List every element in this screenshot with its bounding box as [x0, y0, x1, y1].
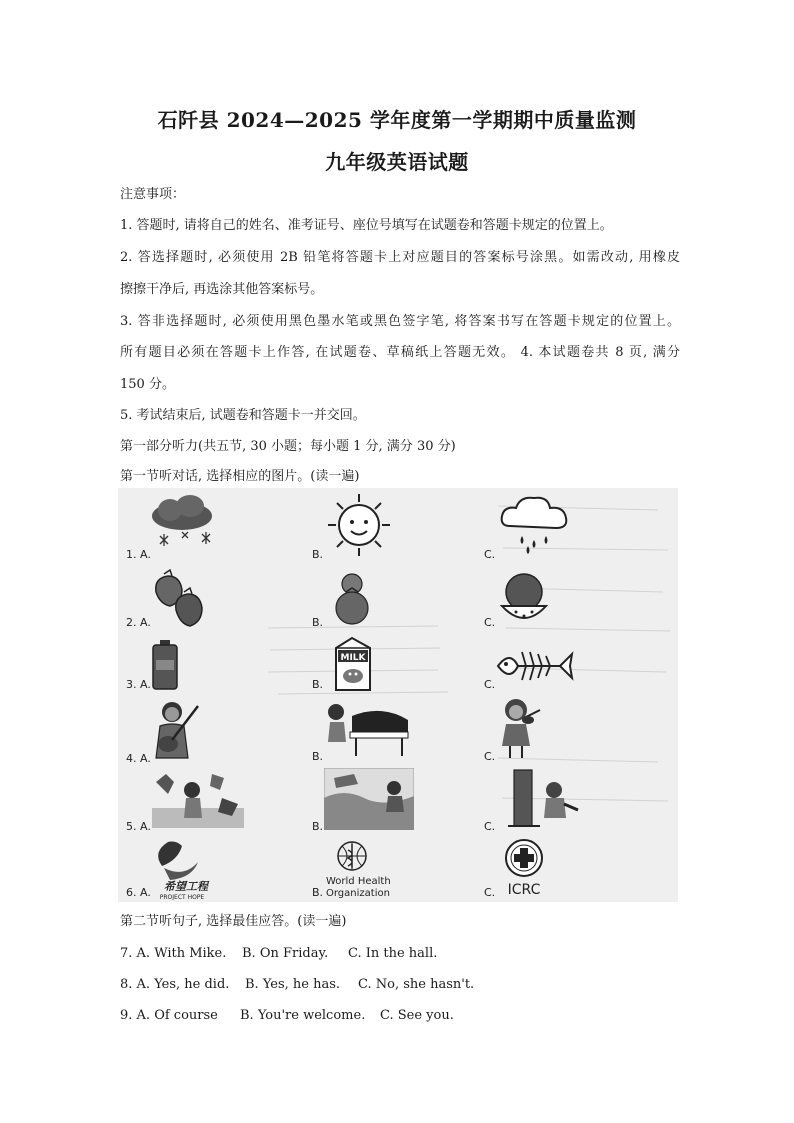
row2-label-c: C.	[484, 616, 496, 629]
battery-icon	[150, 638, 180, 692]
row2-label-b: B.	[312, 616, 324, 629]
row5-label-c: C.	[484, 820, 496, 833]
exam-subtitle: 九年级英语试题	[325, 150, 469, 174]
notice-item-3-cont: 所有题目必须在答题卡上作答, 在试题卷、草稿纸上答题无效。 4. 本试题卷共 8 页, 满分	[120, 345, 680, 360]
who-text-line1: World Health	[326, 876, 391, 887]
milk-carton-icon	[326, 636, 380, 694]
row3-label-c: C.	[484, 678, 496, 691]
question-8	[120, 977, 474, 992]
rain-cloud-icon	[498, 494, 572, 556]
notice-item-5: 5. 考试结束后, 试题卷和答题卡一并交回。	[120, 408, 366, 423]
exam-title: 石阡县 2024—2025 学年度第一学期期中质量监测	[157, 108, 637, 132]
project-hope-logo	[148, 838, 228, 900]
row5-label-b: B.	[312, 820, 324, 833]
notice-item-3: 3. 答非选择题时, 必须使用黑色墨水笔或黑色签字笔, 将答案书写在答题卡规定的位置上。	[120, 314, 680, 329]
snow-cloud-icon	[148, 494, 218, 552]
notice-item-4-cont: 150 分。	[120, 377, 175, 392]
q7-option-a: 7. A. With Mike.	[120, 946, 227, 961]
flood-scene-icon	[324, 768, 414, 830]
row5-label-a: 5. A.	[126, 820, 151, 833]
guitar-player-icon	[148, 698, 204, 764]
piano-player-icon	[322, 702, 412, 758]
row6-label-c: C.	[484, 886, 496, 899]
question-9	[120, 1008, 454, 1023]
litter-scene-icon	[152, 768, 244, 830]
notice-heading: 注意事项：	[120, 187, 186, 202]
notice-item-2-cont: 擦擦干净后, 再选涂其他答案标号。	[120, 282, 324, 297]
part1-heading: 第一部分听力(共五节, 30 小题；每小题 1 分, 满分 30 分)	[120, 439, 456, 454]
project-hope-en-text: PROJECT HOPE	[159, 894, 205, 900]
row1-label-b: B.	[312, 548, 324, 561]
who-logo	[324, 838, 404, 900]
row4-label-a: 4. A.	[126, 752, 151, 765]
section1-heading: 第一节听对话, 选择相应的图片。(读一遍)	[120, 469, 360, 484]
violin-player-icon	[496, 696, 546, 762]
picture-options-area	[118, 488, 678, 902]
row4-label-c: C.	[484, 750, 496, 763]
milk-label: MILK	[340, 653, 366, 663]
section2-heading: 第二节听句子, 选择最佳应答。(读一遍)	[120, 914, 347, 929]
sun-icon	[326, 492, 392, 558]
row3-label-b: B.	[312, 678, 324, 691]
watermelon-icon	[498, 572, 550, 626]
q7-option-c: C. In the hall.	[348, 946, 438, 961]
row4-label-b: B.	[312, 750, 324, 763]
q8-option-b: B. Yes, he has.	[245, 977, 341, 992]
q9-option-a: 9. A. Of course	[120, 1008, 218, 1023]
row3-label-a: 3. A.	[126, 678, 151, 691]
q7-option-b: B. On Friday.	[242, 946, 329, 961]
q8-option-a: 8. A. Yes, he did.	[120, 977, 230, 992]
project-hope-cn-text: 希望工程	[164, 880, 208, 893]
icrc-logo	[498, 838, 554, 902]
icrc-text: ICRC	[507, 882, 541, 898]
row1-label-c: C.	[484, 548, 496, 561]
tree-cutting-icon	[504, 764, 584, 830]
question-7	[120, 946, 437, 961]
strawberry-icon	[150, 568, 208, 630]
row6-label-a: 6. A.	[126, 886, 151, 899]
q8-option-c: C. No, she hasn't.	[358, 977, 475, 992]
q9-option-c: C. See you.	[380, 1008, 454, 1023]
row1-label-a: 1. A.	[126, 548, 151, 561]
row2-label-a: 2. A.	[126, 616, 151, 629]
fish-bone-icon	[496, 646, 576, 686]
who-text-line2: Organization	[326, 888, 390, 899]
q9-option-b: B. You're welcome.	[240, 1008, 366, 1023]
notice-item-1: 1. 答题时, 请将自己的姓名、准考证号、座位号填写在试题卷和答题卡规定的位置上。	[120, 218, 613, 233]
tomato-icon	[328, 570, 378, 626]
notice-item-2: 2. 答选择题时, 必须使用 2B 铅笔将答题卡上对应题目的答案标号涂黑。如需改动, 用橡皮	[120, 250, 680, 265]
row6-label-b: B.	[312, 886, 324, 899]
